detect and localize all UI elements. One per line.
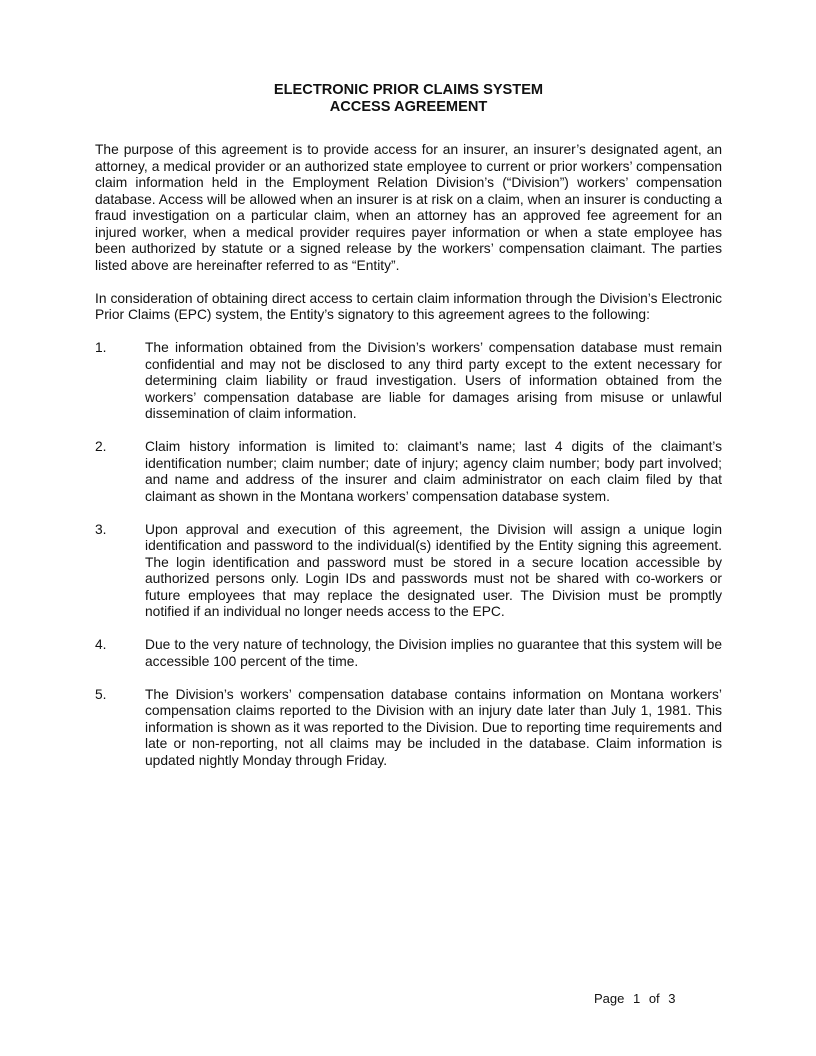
agreement-terms-list xyxy=(95,340,722,769)
title-line-1: ELECTRONIC PRIOR CLAIMS SYSTEM xyxy=(273,82,544,98)
item-number-5: 5. xyxy=(95,686,107,702)
item-text-3: Upon approval and execution of this agreement, the Division will assign a unique login identification and password to the individual(s) identified by the Entity signing this agreement. The login identification and password must be stored in a secure location accessible by authorized persons only. Login IDs and passwords must not be shared with co-workers or future employees that may replace the designated user. The Division must be promptly notified if an individual no longer needs access to the EPC. xyxy=(145,521,722,619)
list-item-2 xyxy=(95,439,722,505)
list-item-1 xyxy=(95,340,722,423)
item-number-2: 2. xyxy=(95,439,107,454)
item-text-4: Due to the very nature of technology, the Division implies no guarantee that this system will be accessible 100 percent of the time. xyxy=(145,637,722,669)
consideration-paragraph: In consideration of obtaining direct access to certain claim information through the Division’s Electronic Prior Claims (EPC) system, the Entity’s signatory to this agreement agrees to the following: xyxy=(95,290,722,322)
title-line-2: ACCESS AGREEMENT xyxy=(329,99,488,115)
purpose-paragraph: The purpose of this agreement is to provide access for an insurer, an insurer’s designated agent, an attorney, a medical provider or an authorized state employee to current or prior workers’ compensation claim information held in the Employment Relation Division’s (“Division”) workers’ compensation database. Access will be allowed when an insurer is at risk on a claim, when an insurer is conducting a fraud investigation on a particular claim, when an attorney has an approved fee agreement for an injured worker, when a medical provider requires payer information or when a state employee has been authorized by statute or a signed release by the workers’ compensation claimant. The parties listed above are hereinafter referred to as “Entity”. xyxy=(95,142,722,273)
item-number-1: 1. xyxy=(95,340,107,355)
item-text-1: The information obtained from the Division’s workers’ compensation database must remain confidential and may not be disclosed to any third party except to the extent necessary for determining claim liability or fraud investigation. Users of information obtained from the workers’ compensation database are liable for damages arising from misuse or unlawful dissemination of claim information. xyxy=(145,340,722,421)
list-item-5 xyxy=(95,687,722,770)
document-title xyxy=(95,82,722,116)
item-number-3: 3. xyxy=(95,521,107,537)
item-text-2: Claim history information is limited to: claimant’s name; last 4 digits of the claimant’s identification number; claim number; date of injury; agency claim number; body part involved; and name and address of the insurer and claim administrator on each claim filed by that claimant as shown in the Montana workers’ compensation database system. xyxy=(145,439,722,504)
item-text-5: The Division’s workers’ compensation database contains information on Montana workers’ compensation claims reported to the Division with an injury date later than July 1, 1981. This information is shown as it was reported to the Division. Due to reporting time requirements and late or non-reporting, not all claims may be included in the database. Claim information is updated nightly Monday through Friday. xyxy=(145,686,722,768)
page-number-label: Page 1 of 3 xyxy=(594,991,676,1006)
list-item-4 xyxy=(95,637,722,670)
item-number-4: 4. xyxy=(95,637,107,652)
list-item-3 xyxy=(95,522,722,621)
page-footer xyxy=(594,991,676,1008)
